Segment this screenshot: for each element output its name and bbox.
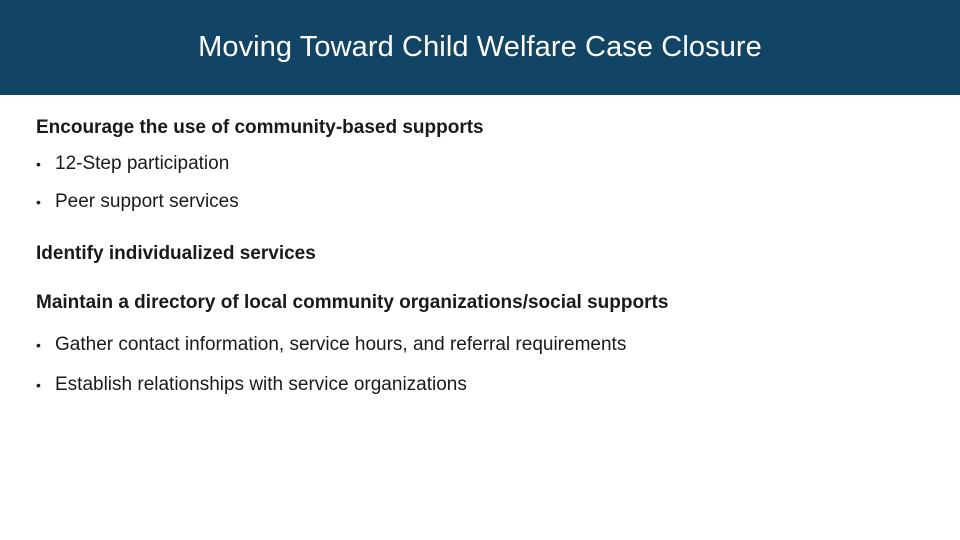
bullet-item: [36, 153, 229, 175]
section-heading-individualized-services: Identify individualized services: [36, 243, 316, 264]
bullet-icon: •: [36, 194, 41, 210]
bullet-item: [36, 334, 626, 356]
bullet-text: Establish relationships with service organizations: [55, 374, 467, 395]
title-bar: [0, 0, 960, 95]
bullet-item: [36, 191, 239, 213]
bullet-text: Peer support services: [55, 191, 239, 212]
bullet-text: 12-Step participation: [55, 153, 230, 174]
slide-title: Moving Toward Child Welfare Case Closure: [198, 31, 762, 63]
bullet-text: Gather contact information, service hours, and referral requirements: [55, 334, 627, 355]
bullet-item: [36, 374, 467, 396]
bullet-icon: •: [36, 377, 41, 393]
section-heading-directory: Maintain a directory of local community organizations/social supports: [36, 292, 669, 313]
bullet-icon: •: [36, 337, 41, 353]
section-heading-community-supports: Encourage the use of community-based supports: [36, 117, 484, 138]
bullet-icon: •: [36, 156, 41, 172]
